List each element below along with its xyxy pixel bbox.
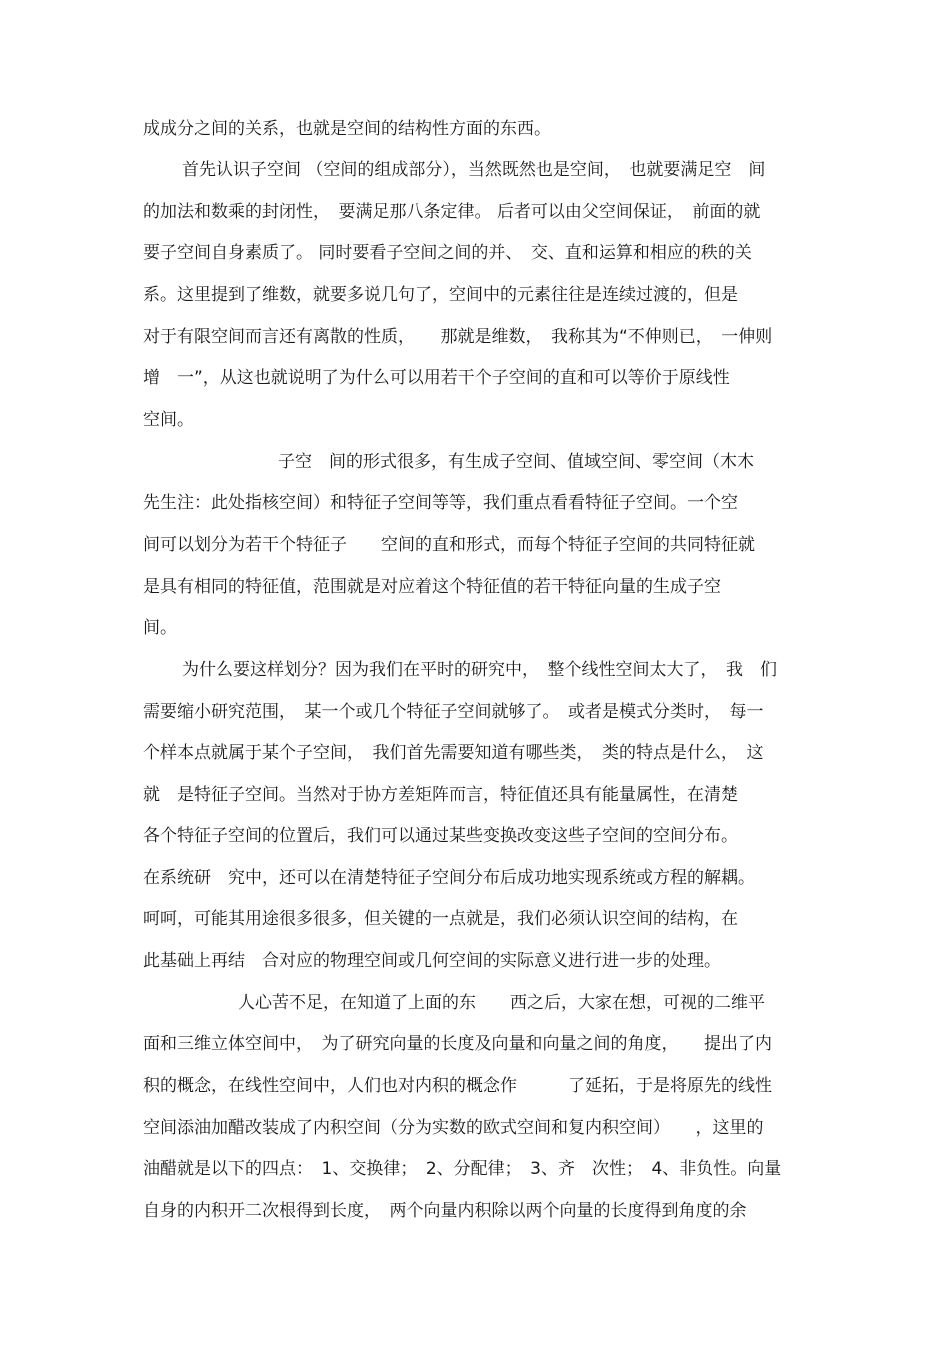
text-line: 先生注：此处指核空间）和特征子空间等等，我们重点看看特征子空间。一个空	[143, 493, 738, 513]
text-line: 的加法和数乘的封闭性， 要满足那八条定律。 后者可以由父空间保证， 前面的就	[143, 202, 761, 222]
text-line: 是具有相同的特征值，范围就是对应着这个特征值的若干特征向量的生成子空	[143, 577, 721, 597]
text-line: 间可以划分为若干个特征子 空间的直和形式，而每个特征子空间的共同特征就	[143, 535, 755, 555]
text-line: 增 一”，从这也就说明了为什么可以用若干个子空间的直和可以等价于原线性	[143, 368, 730, 388]
text-line: 积的概念，在线性空间中，人们也对内积的概念作 了延拓，于是将原先的线性	[143, 1076, 772, 1096]
text-line: 就 是特征子空间。当然对于协方差矩阵而言，特征值还具有能量属性，在清楚	[143, 785, 738, 805]
text-line: 要子空间自身素质了。 同时要看子空间之间的并、 交、直和运算和相应的秩的关	[143, 243, 752, 263]
text-line: 空间添油加醋改装成了内积空间（分为实数的欧式空间和复内积空间） ，这里的	[143, 1118, 764, 1138]
text-line: 系。这里提到了维数，就要多说几句了，空间中的元素往往是连续过渡的，但是	[143, 285, 738, 305]
text-line: 自身的内积开二次根得到长度， 两个向量内积除以两个向量的长度得到角度的余	[143, 1201, 747, 1221]
text-line: 呵呵，可能其用途很多很多，但关键的一点就是，我们必须认识空间的结构，在	[143, 909, 738, 929]
text-line: 间。	[143, 618, 177, 638]
text-line: 此基础上再结 合对应的物理空间或几何空间的实际意义进行进一步的处理。	[143, 951, 721, 971]
text-line: 面和三维立体空间中， 为了研究向量的长度及向量和向量之间的角度， 提出了内	[143, 1034, 772, 1054]
text-line: 成成分之间的关系，也就是空间的结构性方面的东西。	[143, 119, 551, 139]
text-line: 需要缩小研究范围， 某一个或几个特征子空间就够了。 或者是模式分类时， 每一	[143, 702, 764, 722]
text-line: 人心苦不足，在知道了上面的东 西之后，大家在想，可视的二维平	[238, 993, 765, 1013]
text-line: 首先认识子空间 （空间的组成部分），当然既然也是空间， 也就要满足空 间	[182, 160, 766, 180]
text-line: 在系统研 究中，还可以在清楚特征子空间分布后成功地实现系统或方程的解耦。	[143, 868, 755, 888]
text-line: 子空 间的形式很多，有生成子空间、值域空间、零空间（木木	[278, 452, 754, 472]
text-line: 空间。	[143, 410, 194, 430]
text-line: 各个特征子空间的位置后，我们可以通过某些变换改变这些子空间的空间分布。	[143, 826, 738, 846]
text-line: 油醋就是以下的四点： 1、交换律； 2、分配律； 3、齐 次性； 4、非负性。向量	[143, 1159, 782, 1179]
text-line: 个样本点就属于某个子空间， 我们首先需要知道有哪些类， 类的特点是什么， 这	[143, 743, 764, 763]
text-line: 对于有限空间而言还有离散的性质， 那就是维数， 我称其为“不伸则已， 一伸则	[143, 327, 773, 347]
text-line: 为什么要这样划分？因为我们在平时的研究中， 整个线性空间太大了， 我 们	[182, 660, 777, 680]
